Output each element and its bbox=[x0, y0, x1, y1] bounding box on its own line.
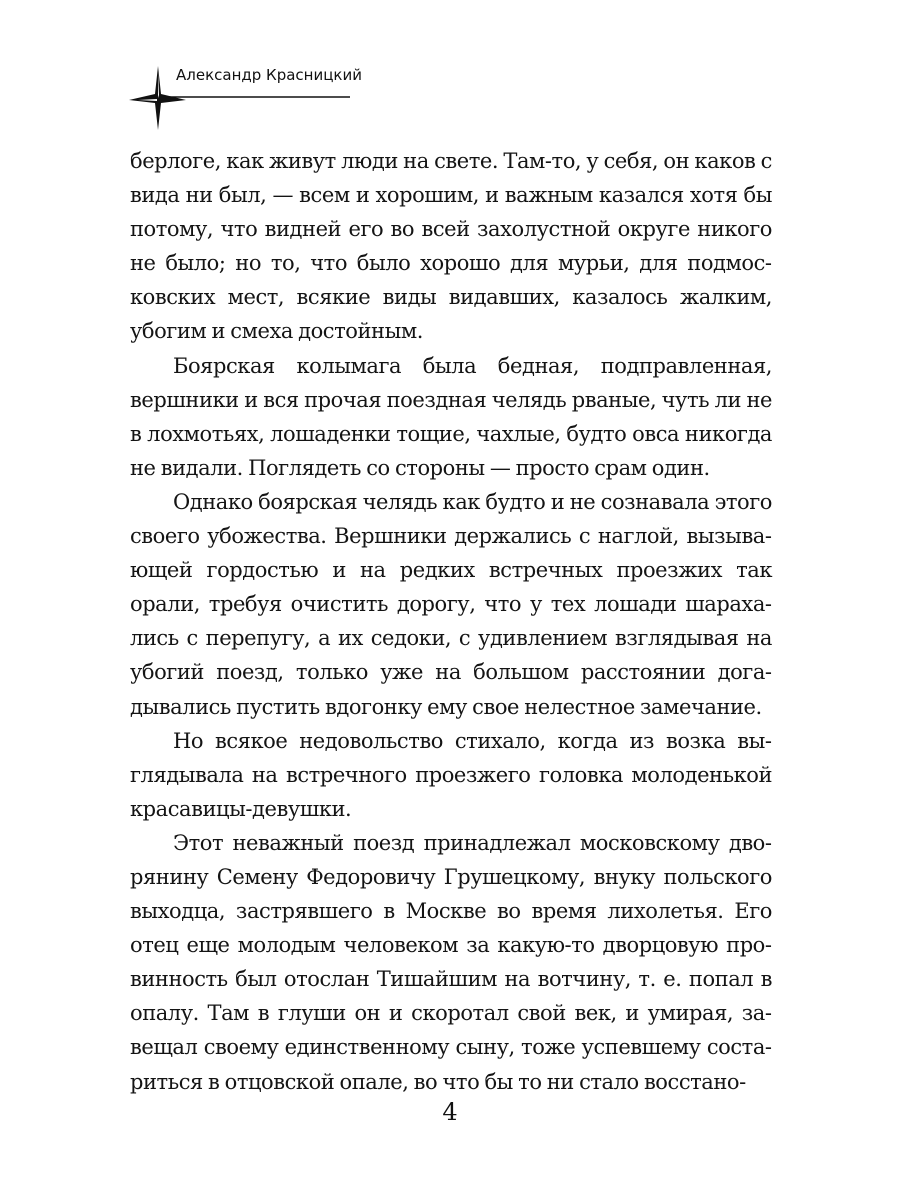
page-number: 4 bbox=[442, 1098, 458, 1126]
body-text bbox=[130, 144, 772, 1099]
paragraph-4: Но всякое недовольство стихало, когда из возка выглядывала на встречного проезжего головка молоденькой красавицы-девушки. bbox=[130, 728, 772, 821]
paragraph-1: берлоге, как живут люди на свете. Там-то, у себя, он каков с вида ни был, — всем и хорошим, и важным казался хотя бы потому, что видней его во всей захолустной округе никого не было; но то, что было хорошо для мурьи, для подмосковских мест, всякие виды видавших, казалось жалким, убогим и смеха достойным. bbox=[130, 149, 772, 344]
author-name: Александр Красницкий bbox=[176, 66, 362, 84]
paragraph-5: Этот неважный поезд принадлежал московскому дворянину Семену Федоровичу Грушецкому, внуку польского выходца, застрявшего в Москве во время лихолетья. Его отец еще молодым человеком за какую-то дворцовую провинность был отослан Тишайшим на вотчину, т. е. попал в опалу. Там в глуши он и скоротал свой век, и умирая, завещал своему единственному сыну, тоже успевшему состариться в отцовской опале, во что бы то ни стало восстано- bbox=[130, 830, 772, 1094]
paragraph-3: Однако боярская челядь как будто и не сознавала этого своего убожества. Вершники держались с наглой, вызывающей гордостью и на редких встречных проезжих так орали, требуя очистить дорогу, что у тех лошади шарахались с перепугу, а их седоки, с удивлением взглядывая на убогий поезд, только уже на большом расстоянии догадывались пустить вдогонку ему свое нелестное замечание. bbox=[130, 489, 772, 719]
running-header bbox=[126, 62, 362, 132]
paragraph-2: Боярская колымага была бедная, подправленная, вершники и вся прочая поездная челядь рваные, чуть ли не в лохмотьях, лошаденки тощие, чахлые, будто овса никогда не видали. Поглядеть со стороны — просто срам один. bbox=[130, 353, 772, 480]
